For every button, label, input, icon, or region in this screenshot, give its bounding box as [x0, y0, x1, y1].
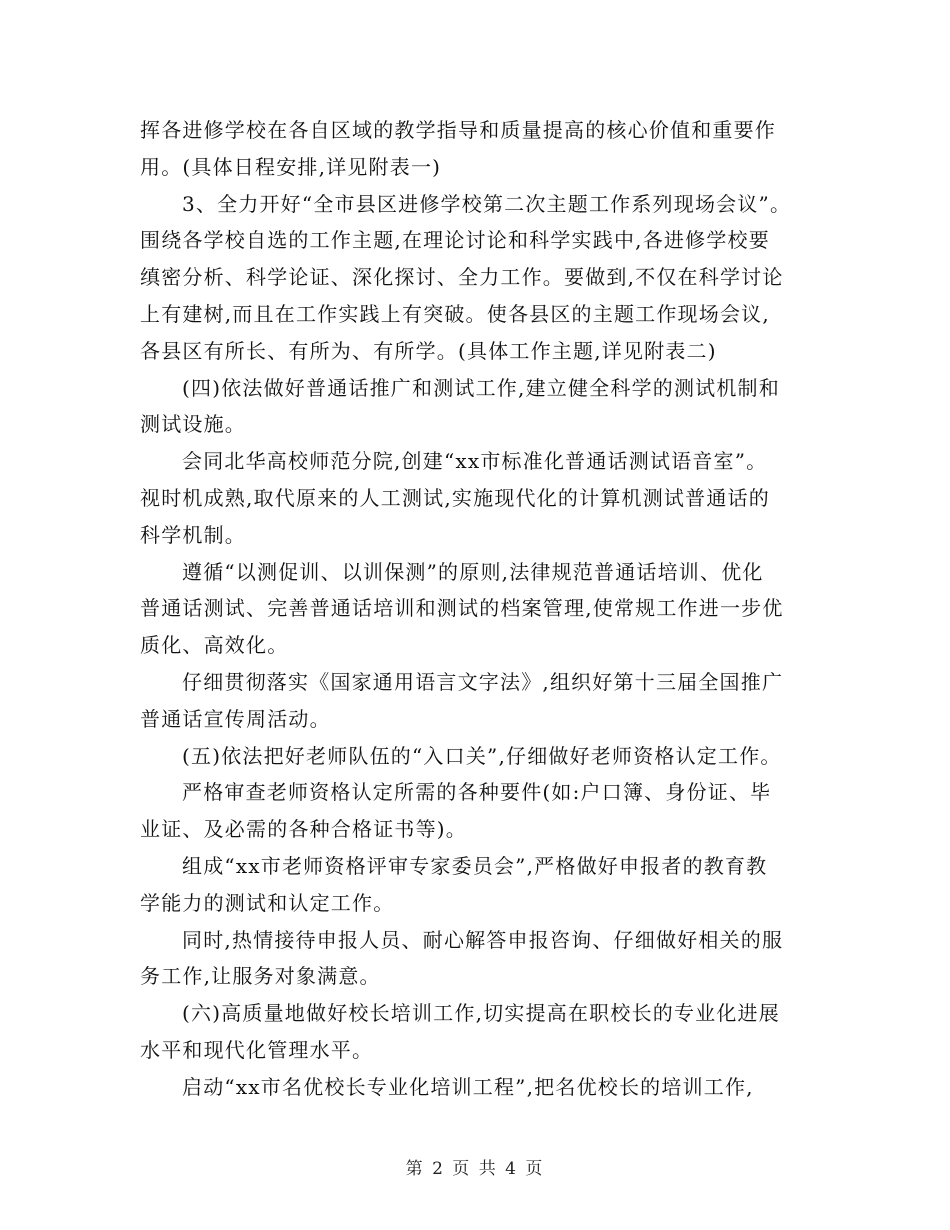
text-line: 质化、高效化。: [140, 633, 289, 658]
text-line: (六)高质量地做好校长培训工作,切实提高在职校长的专业化进展: [182, 1001, 780, 1026]
body-text: [140, 112, 820, 1106]
text-line: 同时,热情接待申报人员、耐心解答申报咨询、仔细做好相关的服: [182, 927, 784, 952]
text-line: 遵循“以测促训、以训保测”的原则,法律规范普通话培训、优化: [182, 559, 764, 584]
text-line: 普通话测试、完善普通话培训和测试的档案管理,使常规工作进一步优: [140, 596, 784, 621]
text-line: 缜密分析、科学论证、深化探讨、全力工作。要做到,不仅在科学讨论: [140, 265, 784, 290]
text-line: 测试设施。: [140, 412, 246, 437]
text-line: 科学机制。: [140, 522, 246, 547]
text-line: 仔细贯彻落实《国家通用语言文字法》,组织好第十三届全国推广: [182, 669, 784, 694]
page-footer: 第 2 页 共 4 页: [405, 1159, 545, 1179]
text-line: 会同北华高校师范分院,创建“xx市标准化普通话测试语音室”。: [182, 449, 768, 474]
text-line: 用。(具体日程安排,详见附表一): [140, 154, 442, 179]
text-line: (四)依法做好普通话推广和测试工作,建立健全科学的测试机制和: [182, 375, 780, 400]
text-line: 视时机成熟,取代原来的人工测试,实施现代化的计算机测试普通话的: [140, 485, 770, 510]
text-line: (五)依法把好老师队伍的“入口关”,仔细做好老师资格认定工作。: [182, 743, 782, 768]
text-line: 水平和现代化管理水平。: [140, 1037, 374, 1062]
text-line: 围绕各学校自选的工作主题,在理论讨论和科学实践中,各进修学校要: [140, 228, 770, 253]
text-line: 严格审查老师资格认定所需的各种要件(如:户口簿、身份证、毕: [182, 780, 772, 805]
text-line: 学能力的测试和认定工作。: [140, 890, 395, 915]
text-line: 上有建树,而且在工作实践上有突破。使各县区的主题工作现场会议,: [140, 301, 770, 326]
text-line: 挥各进修学校在各自区域的教学指导和质量提高的核心价值和重要作: [140, 118, 776, 142]
text-line: 3、全力开好“全市县区进修学校第二次主题工作系列现场会议”。: [182, 191, 792, 216]
text-line: 务工作,让服务对象满意。: [140, 964, 381, 989]
text-line: 业证、及必需的各种合格证书等)。: [140, 817, 468, 842]
text-line: 组成“xx市老师资格评审专家委员会”,严格做好申报者的教育教: [182, 853, 768, 878]
text-line: 启动“xx市名优校长专业化培训工程”,把名优校长的培训工作,: [182, 1074, 754, 1099]
text-line: 各县区有所长、有所为、有所学。(具体工作主题,详见附表二): [140, 338, 717, 363]
text-line: 普通话宣传周活动。: [140, 706, 331, 731]
